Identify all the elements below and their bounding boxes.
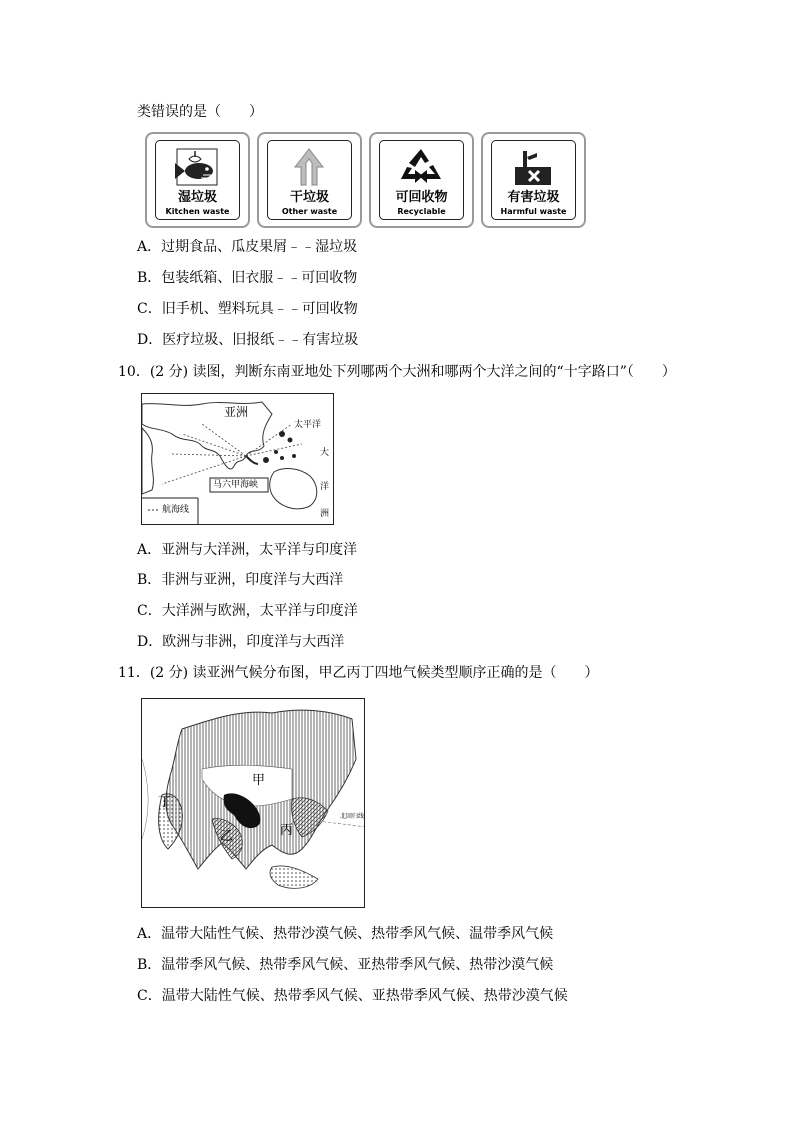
- q10-option-a[interactable]: A．亚洲与大洋洲，太平洋与印度洋: [137, 542, 358, 558]
- sign-label-kitchen: 湿垃圾: [177, 190, 217, 205]
- asia-climate-map-drawing: [142, 699, 365, 908]
- sign-label-harmful: 有害垃圾: [507, 190, 560, 205]
- q10-option-b[interactable]: B．非洲与亚洲，印度洋与大西洋: [137, 572, 344, 588]
- q11-stem: 11．(2 分) 读亚洲气候分布图，甲乙丙丁四地气候类型顺序正确的是（ ）: [118, 665, 599, 681]
- map-label-pacific: 太平洋: [294, 420, 322, 430]
- q10-option-d[interactable]: D．欧洲与非洲，印度洋与大西洋: [137, 634, 345, 650]
- fish-bone-icon: [167, 145, 227, 189]
- q9-option-a[interactable]: A．过期食品、瓜皮果屑﹣﹣湿垃圾: [137, 239, 358, 255]
- map-label-oceania-3: 洲: [320, 509, 330, 519]
- q9-option-b[interactable]: B．包装纸箱、旧衣服﹣﹣可回收物: [137, 270, 358, 286]
- kitchen-waste-sign: [145, 132, 250, 228]
- sign-label-harmful-en: Harmful waste: [500, 207, 567, 216]
- harmful-waste-sign: [481, 132, 586, 228]
- q9-option-c[interactable]: C．旧手机、塑料玩具﹣﹣可回收物: [137, 301, 358, 317]
- dry-waste-arrows-icon: [279, 145, 339, 189]
- map-label-oceania-2: 洋: [320, 482, 330, 492]
- sign-label-other-en: Other waste: [281, 207, 338, 216]
- map-label-bing: 丙: [280, 823, 294, 838]
- other-waste-sign: [257, 132, 362, 228]
- asia-climate-map: [141, 698, 365, 908]
- harmful-waste-icon: [503, 145, 563, 189]
- sign-label-kitchen-en: Kitchen waste: [165, 207, 230, 216]
- map-label-jia: 甲: [252, 773, 266, 788]
- recyclable-sign: [369, 132, 474, 228]
- map-label-yi: 乙: [220, 829, 234, 844]
- map-label-asia: 亚洲: [224, 405, 249, 419]
- q9-stem: 类错误的是（ ）: [137, 104, 263, 120]
- sign-label-recyclable: 可回收物: [395, 190, 448, 205]
- map-label-oceania-1: 大: [320, 448, 330, 458]
- q10-option-c[interactable]: C．大洋洲与欧洲，太平洋与印度洋: [137, 603, 358, 619]
- q9-option-d[interactable]: D．医疗垃圾、旧报纸﹣﹣有害垃圾: [137, 332, 359, 348]
- southeast-asia-map: [141, 393, 334, 525]
- sign-label-recyclable-en: Recyclable: [397, 207, 446, 216]
- map-label-ding: 丁: [158, 795, 172, 810]
- sign-label-other: 干垃圾: [289, 190, 329, 205]
- map-label-strait: 马六甲海峡: [213, 480, 259, 490]
- map-legend-route: 航海线: [162, 505, 190, 515]
- q11-option-c[interactable]: C．温带大陆性气候、热带季风气候、亚热带季风气候、热带沙漠气候: [137, 988, 568, 1004]
- recycle-icon: [391, 145, 451, 189]
- q11-option-a[interactable]: A．温带大陆性气候、热带沙漠气候、热带季风气候、温带季风气候: [137, 926, 554, 942]
- q11-option-b[interactable]: B．温带季风气候、热带季风气候、亚热带季风气候、热带沙漠气候: [137, 957, 554, 973]
- q10-stem: 10．(2 分) 读图，判断东南亚地处下列哪两个大洲和哪两个大洋之间的“十字路口”（ ）: [118, 364, 676, 380]
- map-label-tropic: 北回归线: [340, 813, 365, 820]
